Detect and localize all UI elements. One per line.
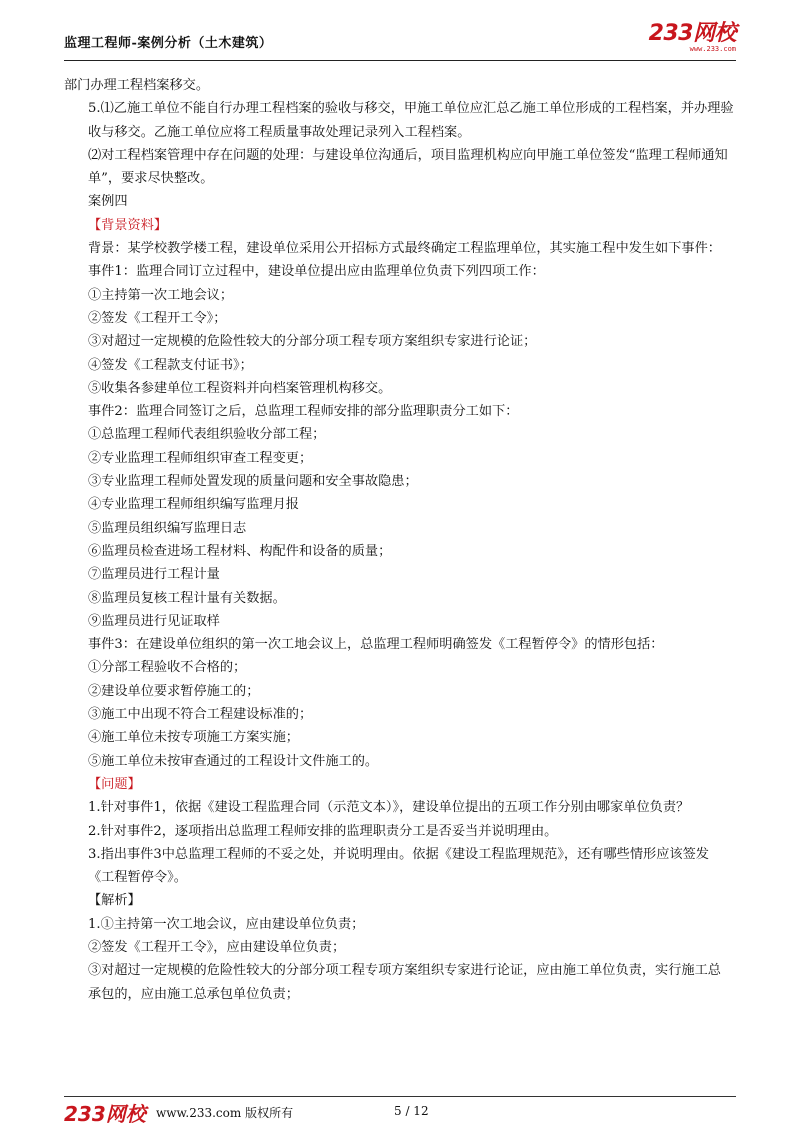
paragraph: 事件3：在建设单位组织的第一次工地会议上，总监理工程师明确签发《工程暂停令》的情形包括：: [88, 637, 664, 653]
list-item: ⑦监理员进行工程计量: [88, 567, 220, 583]
logo-wordmark: 233网校: [648, 21, 736, 46]
section-label-background: 【背景资料】: [88, 217, 168, 233]
section-heading: 案例四: [88, 194, 128, 210]
list-item: ⑤施工单位未按审查通过的工程设计文件施工的。: [88, 753, 379, 769]
paragraph: 5.⑴乙施工单位不能自行办理工程档案的验收与移交，甲施工单位应汇总乙施工单位形成的工程档案，并办理验收与移交。乙施工单位应将工程质量事故处理记录列入工程档案。: [88, 101, 734, 140]
list-item: ①分部工程验收不合格的；: [88, 660, 247, 676]
question: 1.针对事件1，依据《建设工程监理合同（示范文本）》，建设单位提出的五项工作分别由哪家单位负责？: [88, 800, 690, 816]
document-title: 监理工程师-案例分析（土木建筑）: [64, 36, 273, 51]
paragraph: 背景：某学校教学楼工程，建设单位采用公开招标方式最终确定工程监理单位，其实施工程中发生如下事件：: [88, 241, 721, 257]
list-item: ⑥监理员检查进场工程材料、构配件和设备的质量；: [88, 543, 392, 559]
section-label-questions: 【问题】: [88, 776, 141, 792]
question: 3.指出事件3中总监理工程师的不妥之处，并说明理由。依据《建设工程监理规范》，还有哪些情形应该签发《工程暂停令》。: [88, 846, 709, 886]
section-label-analysis: 【解析】: [88, 893, 141, 909]
list-item: ①总监理工程师代表组织验收分部工程；: [88, 427, 326, 443]
footer-copyright: www.233.com 版权所有: [156, 1106, 294, 1120]
list-item: ①主持第一次工地会议；: [88, 287, 234, 303]
logo-url: www.233.com: [689, 45, 736, 53]
list-item: ③施工中出现不符合工程建设标准的；: [88, 707, 313, 723]
list-item: ⑧监理员复核工程计量有关数据。: [88, 590, 286, 606]
list-item: ⑤监理员组织编写监理日志: [88, 520, 247, 536]
list-item: ②签发《工程开工令》；: [88, 310, 227, 326]
list-item: ②专业监理工程师组织审查工程变更；: [88, 450, 313, 466]
question: 2.针对事件2，逐项指出总监理工程师安排的监理职责分工是否妥当并说明理由。: [88, 823, 558, 839]
footer-logo[interactable]: 233网校: [64, 1102, 146, 1126]
answer-item: ③对超过一定规模的危险性较大的分部分项工程专项方案组织专家进行论证，应由施工单位负责，实行施工总承包的，应由施工总承包单位负责；: [88, 963, 721, 1002]
answer-item: ②签发《工程开工令》，应由建设单位负责；: [88, 939, 346, 955]
header-divider: [64, 60, 736, 61]
answer-item: 1.①主持第一次工地会议，应由建设单位负责；: [88, 916, 365, 932]
brand-logo[interactable]: [649, 22, 736, 53]
page-number: 5 / 12: [394, 1104, 429, 1118]
document-body: [64, 74, 734, 1006]
list-item: ②建设单位要求暂停施工的；: [88, 683, 260, 699]
list-item: ④施工单位未按专项施工方案实施；: [88, 730, 299, 746]
paragraph: 部门办理工程档案移交。: [64, 78, 210, 93]
list-item: ③对超过一定规模的危险性较大的分部分项工程专项方案组织专家进行论证；: [88, 334, 537, 350]
list-item: ④专业监理工程师组织编写监理月报: [88, 497, 299, 513]
paragraph: 事件2：监理合同签订之后，总监理工程师安排的部分监理职责分工如下：: [88, 404, 519, 420]
footer-divider: [64, 1096, 736, 1097]
list-item: ④签发《工程款支付证书》；: [88, 357, 253, 373]
page-header: [64, 22, 736, 58]
paragraph: ⑵对工程档案管理中存在问题的处理：与建设单位沟通后，项目监理机构应向甲施工单位签发“监理工程师通知单”，要求尽快整改。: [88, 147, 728, 187]
list-item: ⑤收集各参建单位工程资料并向档案管理机构移交。: [88, 380, 392, 396]
paragraph: 事件1：监理合同订立过程中，建设单位提出应由监理单位负责下列四项工作：: [88, 264, 545, 280]
list-item: ③专业监理工程师处置发现的质量问题和安全事故隐患；: [88, 474, 418, 490]
list-item: ⑨监理员进行见证取样: [88, 613, 220, 629]
page-footer: [64, 1098, 736, 1124]
